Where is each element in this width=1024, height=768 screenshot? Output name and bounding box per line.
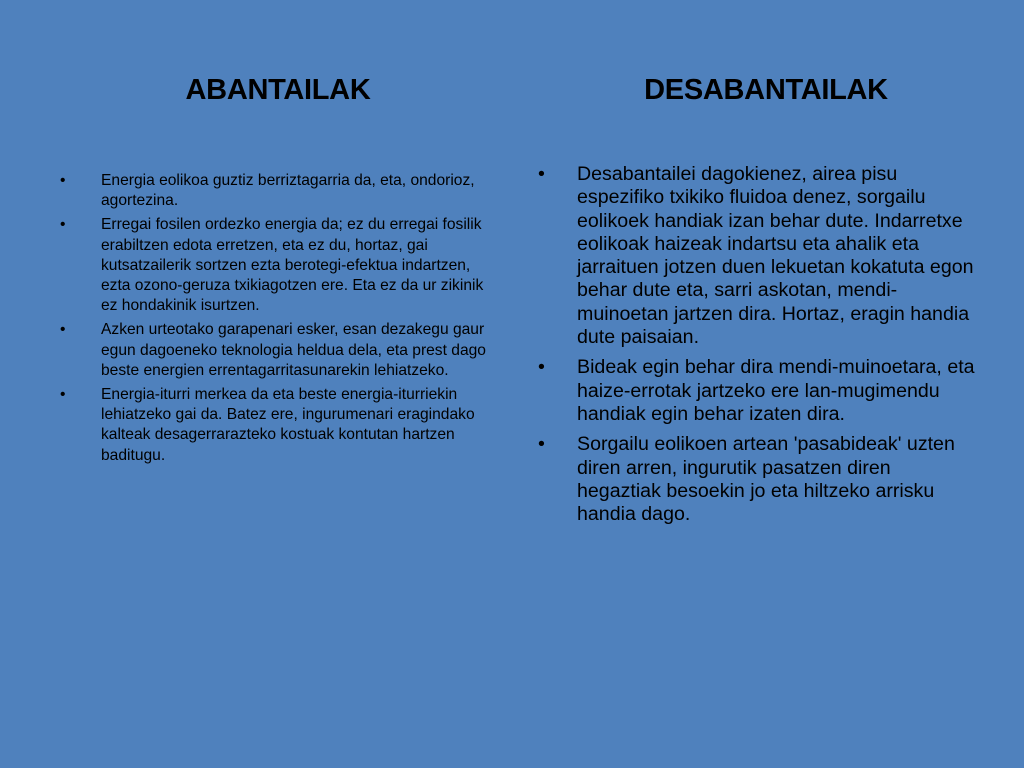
disadvantages-title: DESABANTAILAK bbox=[644, 74, 888, 106]
list-item-text: Bideak egin behar dira mendi-muinoetara, eta haize-errotak jartzeko ere lan-mugimendu handiak egin behar izaten dira. bbox=[577, 356, 975, 425]
list-item-text: Sorgailu eolikoen artean 'pasabideak' uzten diren arren, ingurutik pasatzen diren hegaztiak besoekin jo eta hiltzeko arrisku handia dago. bbox=[577, 433, 955, 526]
advantages-title: ABANTAILAK bbox=[185, 74, 371, 106]
disadvantages-list bbox=[536, 163, 976, 533]
list-item bbox=[536, 433, 976, 526]
bullet-icon: • bbox=[60, 216, 66, 234]
list-item bbox=[536, 356, 976, 426]
bullet-icon: • bbox=[60, 386, 66, 404]
list-item bbox=[60, 215, 500, 316]
bullet-icon: • bbox=[538, 163, 545, 185]
bullet-icon: • bbox=[538, 433, 545, 456]
advantages-list bbox=[60, 171, 500, 470]
list-item bbox=[60, 320, 500, 381]
list-item bbox=[60, 171, 500, 211]
list-item-text: Azken urteotako garapenari esker, esan dezakegu gaur egun dagoeneko teknologia heldua dela, eta prest dago beste energien errentagarritasunarekin lehiatzeko. bbox=[101, 321, 486, 379]
list-item bbox=[60, 385, 500, 466]
list-item-text: Energia eolikoa guztiz berriztagarria da, eta, ondorioz, agortezina. bbox=[101, 172, 475, 210]
list-item-text: Desabantailei dagokienez, airea pisu espezifiko txikiko fluidoa denez, sorgailu eolikoek handiak izan behar dute. Indarretxe eolikoak haizeak indartsu eta ahalik eta jarraituen jotzen duen lekuetan kokatuta egon behar dute eta, sarri askotan, mendi-muinoetan jartzen dira. Hortaz, eragin handia dute paisaian. bbox=[577, 163, 974, 349]
list-item-text: Energia-iturri merkea da eta beste energia-iturriekin lehiatzeko gai da. Batez ere, ingurumenari eragindako kalteak desagerrarazteko kostuak kontutan hartzen baditugu. bbox=[101, 386, 475, 464]
bullet-icon: • bbox=[60, 321, 66, 339]
list-item bbox=[536, 163, 976, 349]
list-item-text: Erregai fosilen ordezko energia da; ez du erregai fosilik erabiltzen edota erretzen, eta ez du, hortaz, gai kutsatzailerik sortzen ezta berotegi-efektua indartzen, ezta ozono-geruza txikiagotzen ere. Eta ez da ur zikinik ez hondakinik isurtzen. bbox=[101, 216, 484, 315]
bullet-icon: • bbox=[60, 172, 66, 189]
bullet-icon: • bbox=[538, 356, 545, 379]
